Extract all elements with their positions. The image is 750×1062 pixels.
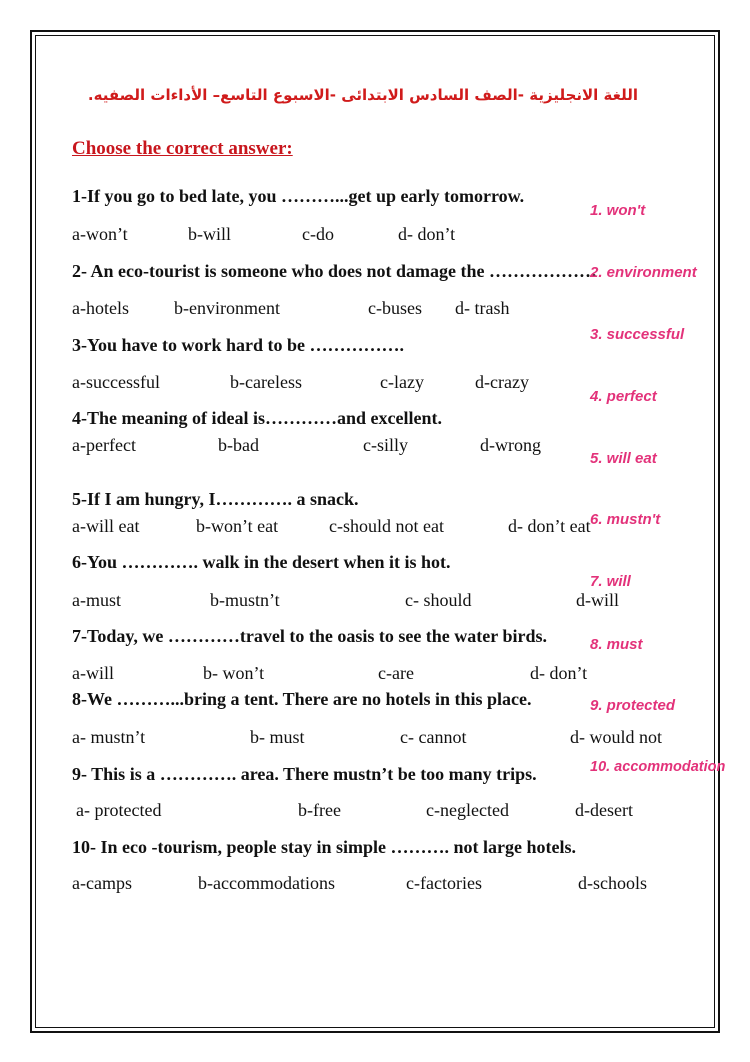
question-5: 5-If I am hungry, I…………. a snack. [72,489,359,509]
q8-option-a: a- mustn’t [72,727,146,747]
q10-option-a: a-camps [72,873,132,893]
q7-option-a: a-will [72,663,114,683]
q4-option-a: a-perfect [72,435,136,455]
q9-option-c: c-neglected [426,800,509,820]
q4-option-b: b-bad [218,435,259,455]
question-10: 10- In eco -tourism, people stay in simple ………. not large hotels. [72,837,576,857]
answer-key-7: 7. will [590,573,631,590]
question-6: 6-You …………. walk in the desert when it is hot. [72,552,451,572]
answer-key-3: 3. successful [590,326,685,343]
answer-key-8: 8. must [590,636,643,653]
q1-option-d: d- don’t [398,224,456,244]
q1-option-c: c-do [302,224,334,244]
q6-option-d: d-will [576,590,619,610]
instruction-heading: Choose the correct answer: [72,138,293,159]
q5-option-a: a-will eat [72,516,140,536]
q4-option-c: c-silly [363,435,408,455]
q2-option-c: c-buses [368,298,422,318]
question-8: 8-We ………...bring a tent. There are no hotels in this place. [72,689,532,709]
q3-option-c: c-lazy [380,372,424,392]
q2-option-d: d- trash [455,298,510,318]
answer-key-5: 5. will eat [590,450,657,467]
q10-option-c: c-factories [406,873,482,893]
arabic-title: اللغة الانجليزية -الصف السادس الابتدائى -الاسبوع التاسع– الأداءات الصفيه. [87,86,638,104]
q7-option-c: c-are [378,663,414,683]
question-4: 4-The meaning of ideal is…………and excellent. [72,408,442,428]
q6-option-b: b-mustn’t [210,590,280,610]
question-7: 7-Today, we …………travel to the oasis to see the water birds. [72,626,547,646]
q10-option-b: b-accommodations [198,873,335,893]
answer-key-9: 9. protected [590,697,676,714]
q2-option-b: b-environment [174,298,280,318]
question-9: 9- This is a …………. area. There mustn’t be too many trips. [72,764,537,784]
q9-option-a: a- protected [76,800,162,820]
q10-option-d: d-schools [578,873,647,893]
question-2: 2- An eco-tourist is someone who does not damage the ……………… [72,261,597,281]
answer-key-2: 2. environment [590,264,697,281]
question-1: 1-If you go to bed late, you ………...get up early tomorrow. [72,186,525,206]
q8-option-c: c- cannot [400,727,467,747]
q6-option-c: c- should [405,590,472,610]
answer-key-10: 10. accommodation [590,759,726,775]
q1-option-a: a-won’t [72,224,128,244]
q8-option-d: d- would not [570,727,662,747]
q3-option-a: a-successful [72,372,160,392]
q4-option-d: d-wrong [480,435,541,455]
q1-option-b: b-will [188,224,231,244]
q5-option-d: d- don’t eat [508,516,591,536]
q7-option-d: d- don’t [530,663,588,683]
q9-option-b: b-free [298,800,341,820]
answer-key-4: 4. perfect [590,388,657,405]
question-3: 3-You have to work hard to be ……………. [72,335,405,355]
q5-option-c: c-should not eat [329,516,444,536]
q8-option-b: b- must [250,727,305,747]
answer-key-6: 6. mustn't [590,511,661,528]
q3-option-d: d-crazy [475,372,529,392]
q3-option-b: b-careless [230,372,302,392]
q7-option-b: b- won’t [203,663,265,683]
answer-key-1: 1. won't [590,202,646,219]
q9-option-d: d-desert [575,800,633,820]
q5-option-b: b-won’t eat [196,516,279,536]
q2-option-a: a-hotels [72,298,129,318]
q6-option-a: a-must [72,590,121,610]
